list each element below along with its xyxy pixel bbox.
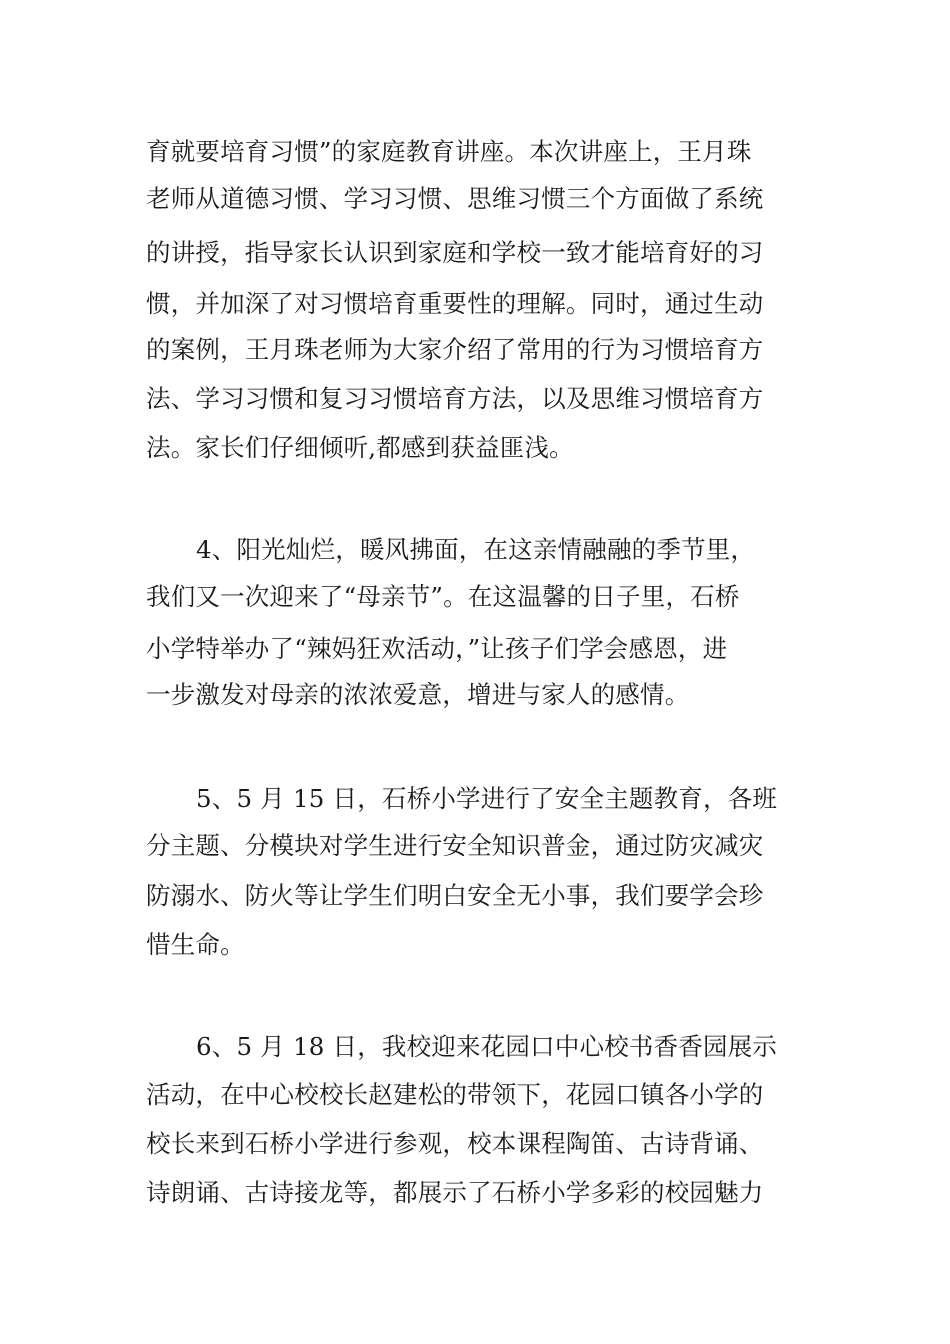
- paragraph-line: 分主题、分模块对学生进行安全知识普金，通过防灾减灾: [146, 831, 764, 860]
- paragraph-line: 活动，在中心校校长赵建松的带领下，花园口镇各小学的: [146, 1080, 764, 1109]
- paragraph-line: 惯，并加深了对习惯培育重要性的理解。同时，通过生动: [146, 289, 764, 318]
- paragraph-line: 的讲授，指导家长认识到家庭和学校一致才能培育好的习: [146, 238, 764, 267]
- paragraph-line: 老师从道德习惯、学习习惯、思维习惯三个方面做了系统: [146, 184, 764, 213]
- paragraph-line: 我们又一次迎来了“母亲节”。在这温馨的日子里，石桥: [146, 582, 740, 611]
- paragraph-line: 的案例，王月珠老师为大家介绍了常用的行为习惯培育方: [146, 335, 764, 364]
- paragraph-line: 惜生命。: [146, 930, 245, 959]
- paragraph-line: 4、阳光灿烂，暖风拂面，在这亲情融融的季节里，: [196, 535, 756, 564]
- paragraph-line: 育就要培育习惯”的家庭教育讲座。本次讲座上，王月珠: [146, 137, 752, 166]
- paragraph-line: 5、5 月 15 日，石桥小学进行了安全主题教育，各班: [196, 784, 778, 813]
- paragraph-line: 校长来到石桥小学进行参观，校本课程陶笛、古诗背诵、: [146, 1129, 764, 1158]
- paragraph-line: 法。家长们仔细倾听,都感到获益匪浅。: [146, 433, 574, 462]
- paragraph-line: 法、学习习惯和复习习惯培育方法，以及思维习惯培育方: [146, 384, 764, 413]
- paragraph-line: 小学特举办了“辣妈狂欢活动，”让孩子们学会感恩，进: [146, 634, 728, 663]
- paragraph-line: 6、5 月 18 日，我校迎来花园口中心校书香香园展示: [196, 1032, 778, 1061]
- paragraph-line: 一步激发对母亲的浓浓爱意，增进与家人的感情。: [146, 680, 690, 709]
- paragraph-line: 诗朗诵、古诗接龙等，都展示了石桥小学多彩的校园魅力: [146, 1178, 764, 1207]
- paragraph-line: 防溺水、防火等让学生们明白安全无小事，我们要学会珍: [146, 881, 764, 910]
